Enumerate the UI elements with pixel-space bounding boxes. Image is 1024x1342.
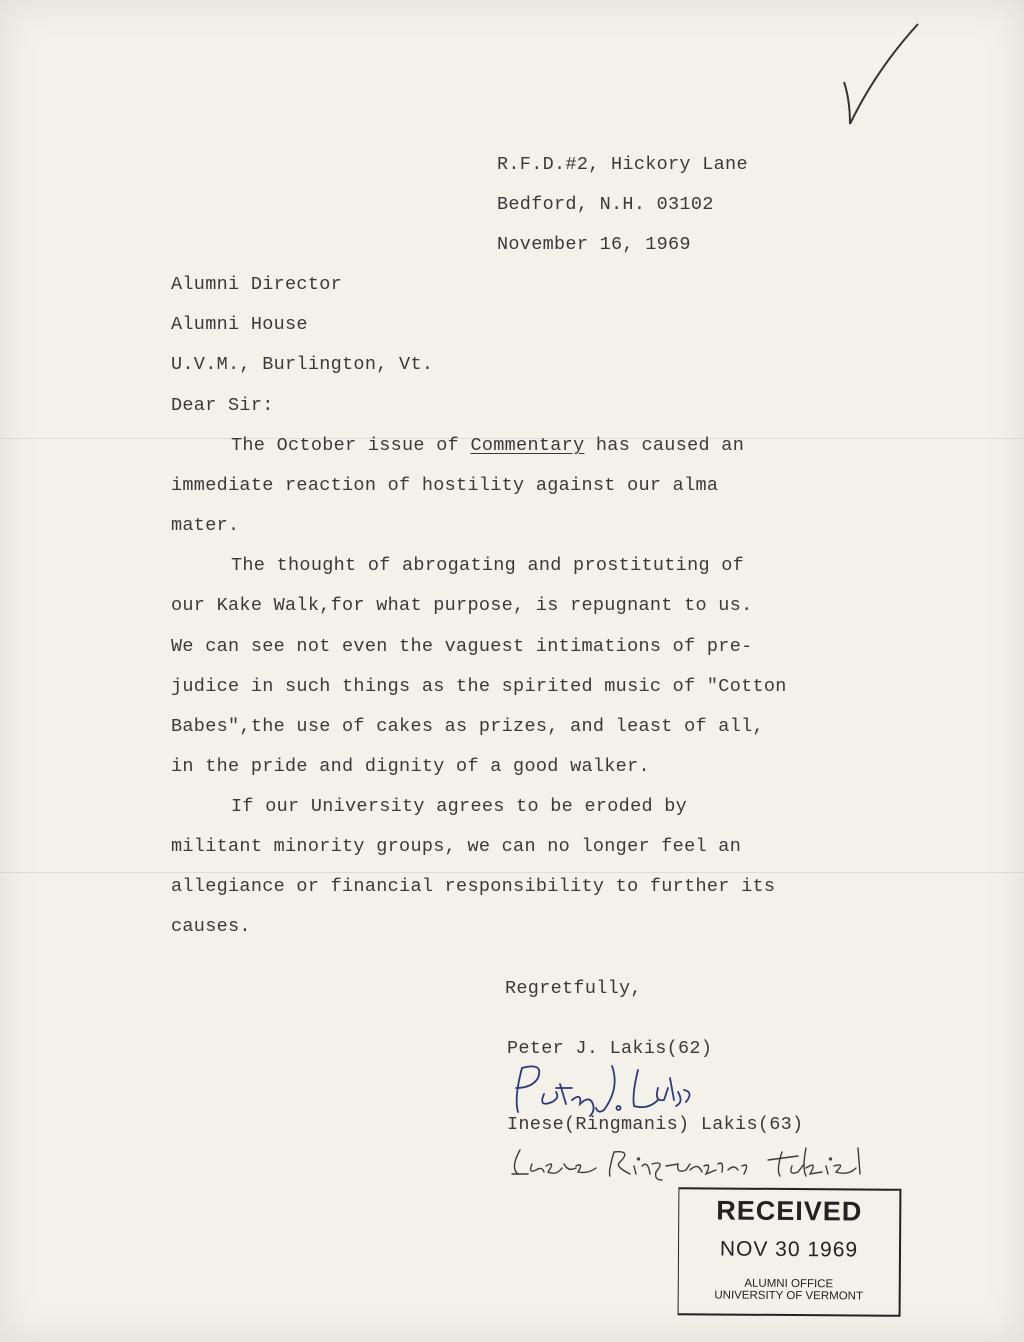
body-line: Babes",the use of cakes as prizes, and least of all, bbox=[171, 716, 764, 737]
stamp-title: RECEIVED bbox=[716, 1195, 863, 1227]
body-line: If our University agrees to be eroded by bbox=[231, 796, 688, 817]
body-line: allegiance or financial responsibility to further its bbox=[171, 876, 776, 897]
address-line: Bedford, N.H. 03102 bbox=[497, 194, 714, 215]
closing: Regretfully, bbox=[505, 978, 642, 999]
body-line: immediate reaction of hostility against our alma bbox=[171, 475, 719, 496]
signature-inese bbox=[506, 1140, 890, 1184]
body-line: We can see not even the vaguest intimations of pre- bbox=[171, 636, 753, 657]
received-stamp bbox=[678, 1187, 902, 1317]
body-line: judice in such things as the spirited music of "Cotton bbox=[171, 676, 787, 697]
fold-line bbox=[0, 872, 1024, 873]
signature-peter bbox=[508, 1058, 718, 1120]
body-line: mater. bbox=[171, 515, 240, 536]
body-line: causes. bbox=[171, 916, 251, 937]
body-line: in the pride and dignity of a good walker. bbox=[171, 756, 650, 777]
signer-name: Inese(Ringmanis) Lakis(63) bbox=[507, 1114, 804, 1135]
stamp-office: ALUMNI OFFICE UNIVERSITY OF VERMONT bbox=[714, 1277, 864, 1303]
recipient-line: U.V.M., Burlington, Vt. bbox=[171, 354, 434, 375]
body-line: The thought of abrogating and prostituting of bbox=[231, 555, 745, 576]
stamp-date: NOV 30 1969 bbox=[719, 1237, 859, 1262]
body-line: militant minority groups, we can no longer feel an bbox=[171, 836, 742, 857]
body-line: our Kake Walk,for what purpose, is repugnant to us. bbox=[171, 595, 753, 616]
recipient-line: Alumni Director bbox=[171, 274, 343, 295]
salutation: Dear Sir: bbox=[171, 395, 274, 416]
body-line: The October issue of Commentary has caused an bbox=[231, 435, 745, 456]
recipient-line: Alumni House bbox=[171, 314, 308, 335]
publication-title: Commentary bbox=[470, 435, 585, 456]
address-line: R.F.D.#2, Hickory Lane bbox=[497, 154, 748, 175]
check-mark-icon bbox=[836, 20, 926, 130]
signer-name: Peter J. Lakis(62) bbox=[507, 1038, 713, 1059]
letter-date: November 16, 1969 bbox=[497, 234, 691, 255]
